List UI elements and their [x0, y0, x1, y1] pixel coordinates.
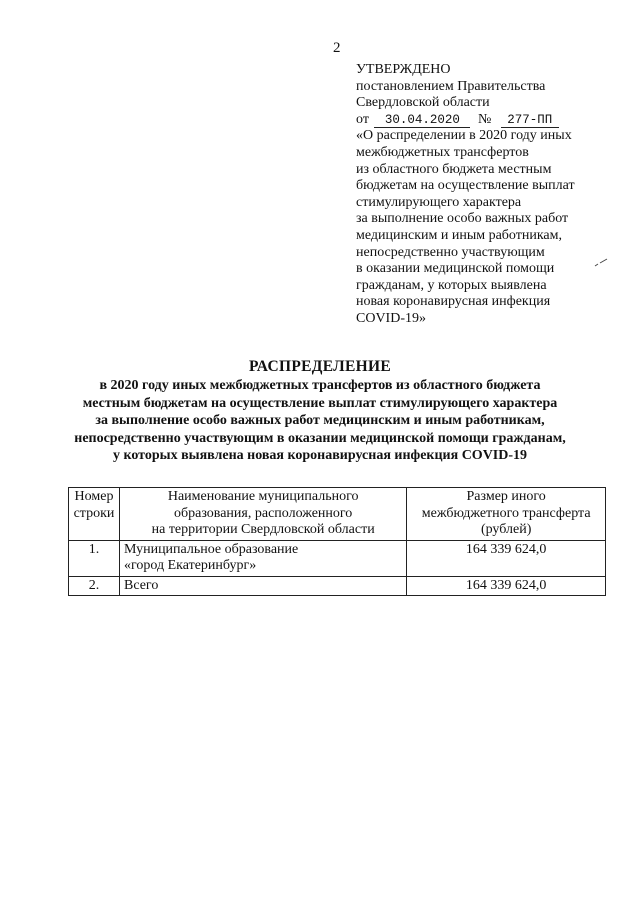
document-subtitle-line: у которых выявлена новая коронавирусная инфекция COVID-19: [112, 448, 528, 463]
table-header-row: [69, 488, 606, 541]
number-label: №: [477, 111, 492, 127]
from-label: от: [356, 111, 369, 127]
approval-date-field: 30.04.2020: [374, 113, 470, 128]
table-row: [69, 540, 606, 576]
approval-line: «О распределении в 2020 году иных: [356, 128, 572, 144]
approval-date-number-line: [356, 112, 626, 129]
approval-line: COVID-19»: [356, 310, 426, 326]
document-subtitle-line: непосредственно участвующим в оказании медицинской помощи гражданам,: [74, 430, 566, 446]
approval-line: межбюджетных трансфертов: [356, 144, 529, 160]
approval-line: гражданам, у которых выявлена: [356, 277, 547, 293]
header-text: Номер: [74, 489, 114, 504]
approval-line: постановлением Правительства: [356, 78, 546, 94]
header-text: Наименование муниципального: [167, 489, 359, 504]
table-row: [69, 576, 606, 596]
row-number-cell: 1.: [69, 540, 120, 576]
document-title-block: [40, 357, 600, 465]
municipality-name-line: Муниципальное образование: [123, 541, 299, 557]
amount-cell: 164 339 624,0: [407, 576, 606, 596]
header-transfer-amount: [407, 488, 606, 541]
distribution-table: [68, 487, 606, 596]
approval-line: непосредственно участвующим: [356, 244, 545, 260]
header-municipality-name: [119, 488, 406, 541]
approval-line: бюджетам на осуществление выплат: [356, 178, 575, 194]
document-subtitle-line: в 2020 году иных межбюджетных трансфертов из областного бюджета: [99, 378, 541, 393]
document-subtitle-line: местным бюджетам на осуществление выплат стимулирующего характера: [82, 395, 558, 411]
header-row-number: [69, 488, 120, 541]
header-text: (рублей): [480, 522, 532, 537]
approval-line: медицинским и иным работникам,: [356, 227, 563, 243]
header-text: строки: [73, 505, 115, 521]
header-text: Размер иного: [466, 489, 546, 504]
pen-mark-icon: [594, 258, 608, 268]
approval-line: в оказании медицинской помощи: [356, 261, 555, 277]
document-title: РАСПРЕДЕЛЕНИЕ: [249, 358, 391, 375]
municipality-name-line: Всего: [123, 577, 159, 593]
document-subtitle-line: за выполнение особо важных работ медицинским и иным работникам,: [95, 413, 545, 428]
approval-line: стимулирующего характера: [356, 194, 522, 210]
page-number: 2: [333, 40, 341, 56]
approval-number-field: 277-ПП: [501, 113, 559, 128]
header-text: межбюджетного трансферта: [421, 505, 591, 521]
row-number-cell: 2.: [69, 576, 120, 596]
approval-line: новая коронавирусная инфекция: [356, 294, 551, 310]
approval-heading: УТВЕРЖДЕНО: [356, 62, 451, 77]
approval-line: за выполнение особо важных работ: [356, 211, 569, 227]
approval-stamp: [356, 62, 626, 328]
approval-line: из областного бюджета местным: [356, 161, 552, 177]
municipality-name-cell: [119, 540, 406, 576]
municipality-name-line: «город Екатеринбург»: [123, 558, 257, 573]
header-text: на территории Свердловской области: [151, 522, 375, 537]
amount-cell: 164 339 624,0: [407, 540, 606, 576]
header-text: образования, расположенного: [174, 505, 353, 521]
municipality-name-cell: [119, 576, 406, 596]
approval-line: Свердловской области: [356, 95, 490, 111]
